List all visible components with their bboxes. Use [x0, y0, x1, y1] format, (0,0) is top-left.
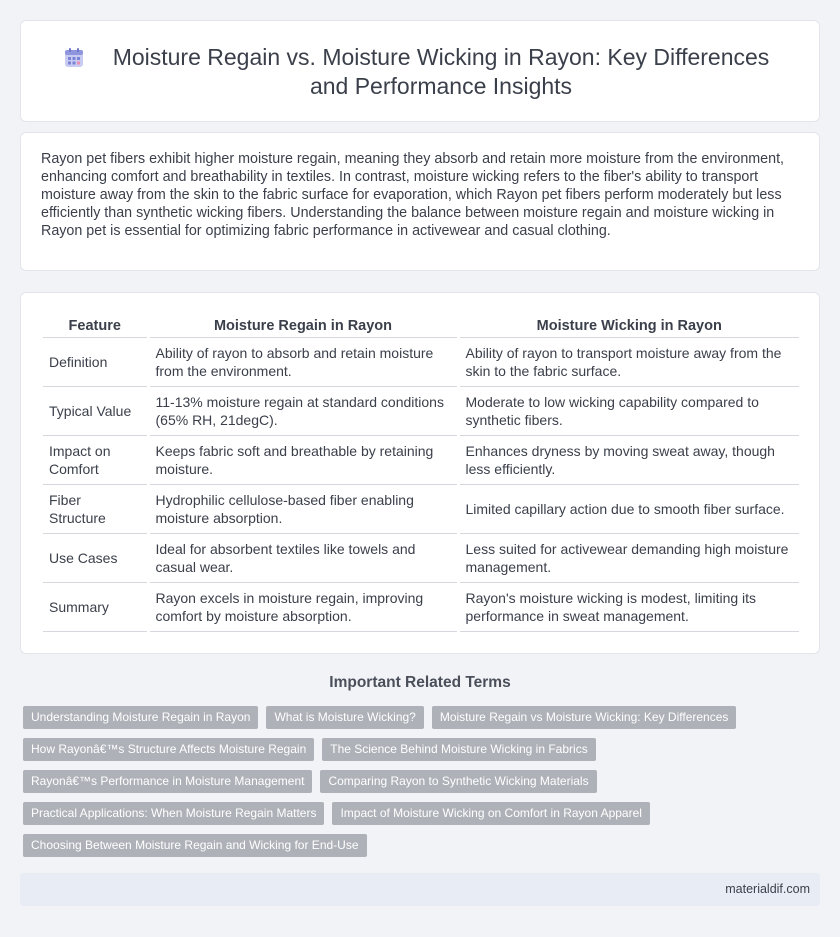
related-term-tag[interactable]: Understanding Moisture Regain in Rayon: [23, 706, 258, 729]
regain-cell: Rayon excels in moisture regain, improving comfort by moisture absorption.: [148, 582, 458, 631]
regain-cell: Hydrophilic cellulose-based fiber enabling moisture absorption.: [148, 484, 458, 533]
table-row: [43, 435, 799, 484]
wicking-cell: Enhances dryness by moving sweat away, though less efficiently.: [458, 435, 799, 484]
regain-cell: 11-13% moisture regain at standard conditions (65% RH, 21degC).: [148, 386, 458, 435]
footer-site-link[interactable]: materialdif.com: [725, 882, 810, 896]
comparison-table-card: [20, 292, 820, 654]
table-row: [43, 484, 799, 533]
feature-cell: Summary: [43, 582, 148, 631]
header-feature: Feature: [43, 315, 148, 337]
feature-cell: Fiber Structure: [43, 484, 148, 533]
tag-row: [23, 770, 823, 793]
tag-row: [23, 802, 823, 825]
table-row: [43, 533, 799, 582]
related-terms-tags: [23, 706, 823, 866]
feature-cell: Typical Value: [43, 386, 148, 435]
table-header-row: [43, 315, 799, 337]
intro-card: [20, 132, 820, 271]
related-term-tag[interactable]: The Science Behind Moisture Wicking in Fabrics: [322, 738, 595, 761]
table-row: [43, 337, 799, 386]
table-row: [43, 582, 799, 631]
regain-cell: Keeps fabric soft and breathable by retaining moisture.: [148, 435, 458, 484]
tag-row: [23, 706, 823, 729]
header-wicking: Moisture Wicking in Rayon: [458, 315, 799, 337]
calendar-grid-icon: [63, 47, 85, 69]
wicking-cell: Less suited for activewear demanding high moisture management.: [458, 533, 799, 582]
related-term-tag[interactable]: How Rayonâ€™s Structure Affects Moisture Regain: [23, 738, 314, 761]
header-card: [20, 20, 820, 122]
wicking-cell: Moderate to low wicking capability compared to synthetic fibers.: [458, 386, 799, 435]
feature-cell: Use Cases: [43, 533, 148, 582]
comparison-table: [43, 315, 799, 632]
related-term-tag[interactable]: Choosing Between Moisture Regain and Wicking for End-Use: [23, 834, 367, 857]
title-wrap: [21, 21, 821, 123]
wicking-cell: Ability of rayon to transport moisture away from the skin to the fabric surface.: [458, 337, 799, 386]
footer-bar: [20, 873, 820, 906]
tag-row: [23, 738, 823, 761]
intro-paragraph: Rayon pet fibers exhibit higher moisture regain, meaning they absorb and retain more moisture from the environment, enhancing comfort and breathability in textiles. In contrast, moisture wicking refers to the fiber's ability to transport moisture away from the skin to the fabric surface for evaporation, which Rayon pet fibers perform moderately but less efficiently than synthetic wicking fibers. Understanding the balance between moisture regain and moisture wicking in Rayon pet is essential for optimizing fabric performance in activewear and casual clothing.: [41, 151, 785, 239]
header-regain: Moisture Regain in Rayon: [148, 315, 458, 337]
related-term-tag[interactable]: Comparing Rayon to Synthetic Wicking Materials: [320, 770, 596, 793]
wicking-cell: Rayon's moisture wicking is modest, limiting its performance in sweat management.: [458, 582, 799, 631]
related-term-tag[interactable]: Practical Applications: When Moisture Regain Matters: [23, 802, 324, 825]
related-term-tag[interactable]: Rayonâ€™s Performance in Moisture Management: [23, 770, 312, 793]
table-row: [43, 386, 799, 435]
page-title: Moisture Regain vs. Moisture Wicking in Rayon: Key Differences and Performance Insights: [112, 44, 770, 99]
feature-cell: Definition: [43, 337, 148, 386]
wicking-cell: Limited capillary action due to smooth fiber surface.: [458, 484, 799, 533]
regain-cell: Ideal for absorbent textiles like towels and casual wear.: [148, 533, 458, 582]
related-term-tag[interactable]: What is Moisture Wicking?: [266, 706, 423, 729]
regain-cell: Ability of rayon to absorb and retain moisture from the environment.: [148, 337, 458, 386]
related-term-tag[interactable]: Moisture Regain vs Moisture Wicking: Key Differences: [432, 706, 737, 729]
related-terms-title: Important Related Terms: [329, 674, 511, 691]
tag-row: [23, 834, 823, 857]
feature-cell: Impact on Comfort: [43, 435, 148, 484]
related-term-tag[interactable]: Impact of Moisture Wicking on Comfort in Rayon Apparel: [332, 802, 649, 825]
